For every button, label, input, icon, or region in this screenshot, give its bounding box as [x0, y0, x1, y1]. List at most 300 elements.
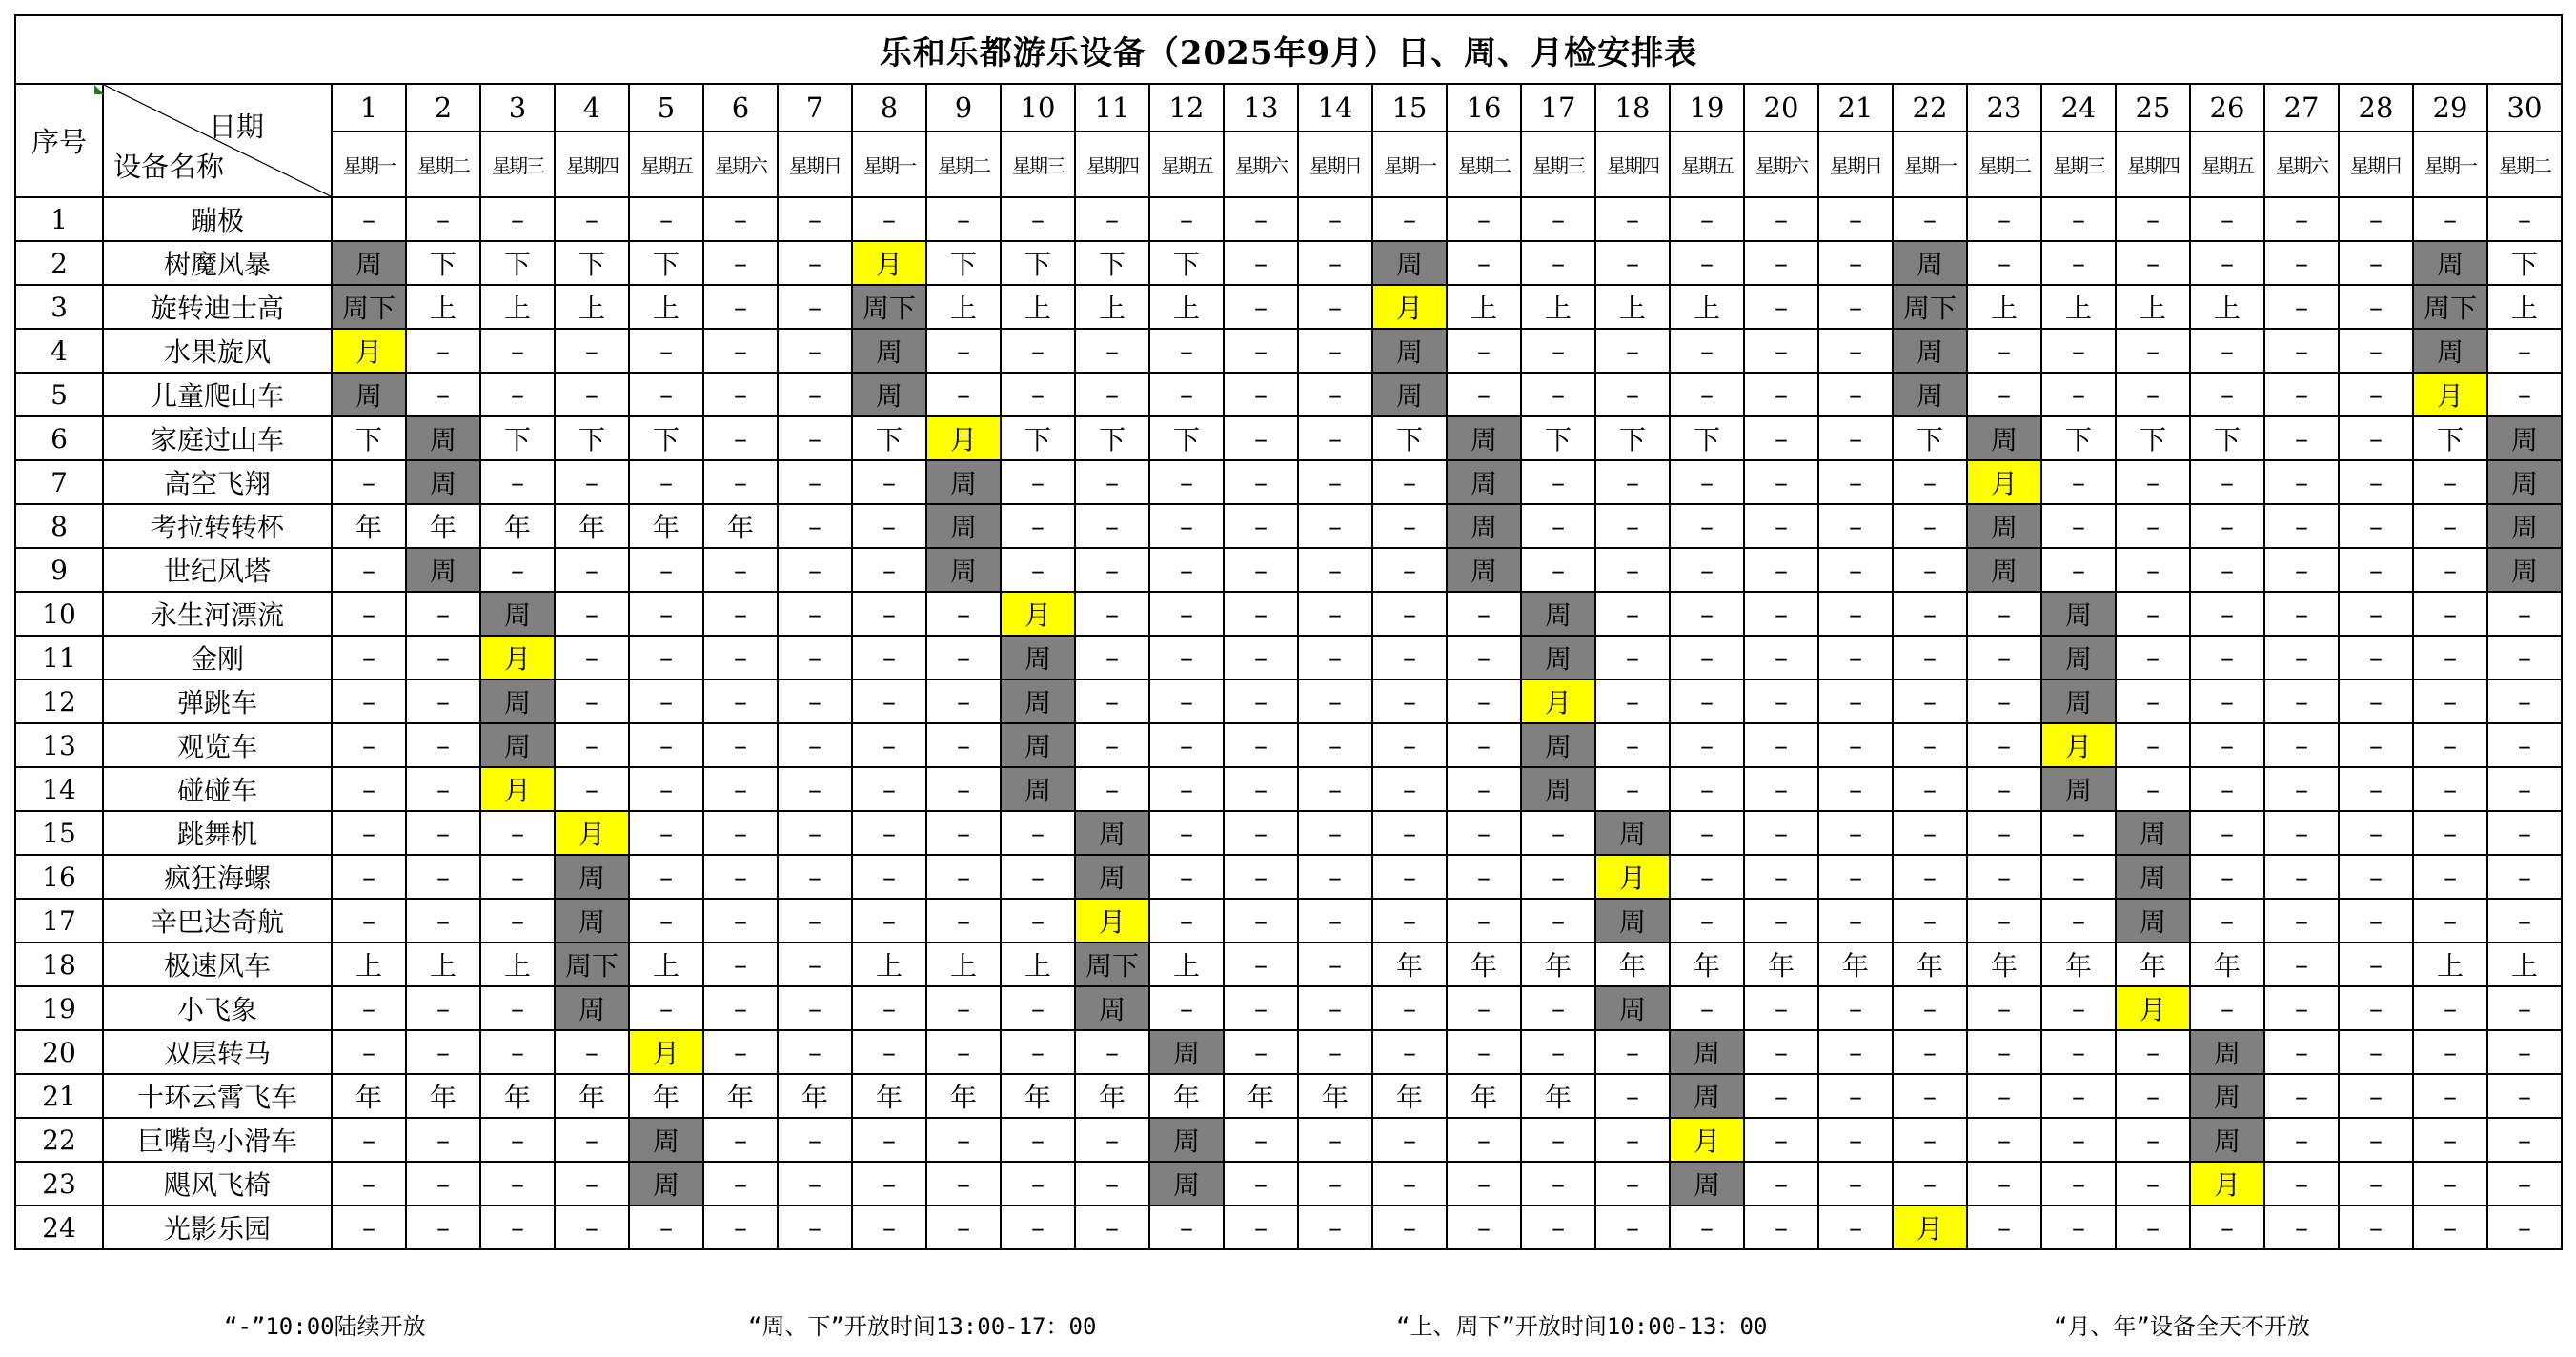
schedule-cell: –	[555, 1162, 629, 1205]
schedule-cell: –	[406, 1118, 480, 1162]
schedule-cell: –	[852, 986, 926, 1030]
schedule-cell: –	[1298, 329, 1372, 373]
schedule-cell: –	[1001, 1030, 1075, 1074]
schedule-cell: –	[852, 548, 926, 592]
schedule-cell: 周	[332, 373, 406, 416]
schedule-cell: –	[2413, 460, 2487, 504]
schedule-cell: –	[2190, 986, 2264, 1030]
inspection-schedule-table	[14, 14, 2563, 1250]
schedule-cell: –	[926, 636, 1001, 679]
schedule-cell: –	[1967, 1162, 2041, 1205]
schedule-cell: –	[1224, 1030, 1298, 1074]
schedule-cell: –	[1372, 723, 1447, 767]
schedule-cell: –	[406, 986, 480, 1030]
schedule-cell: –	[1372, 636, 1447, 679]
schedule-cell: –	[480, 1118, 555, 1162]
schedule-cell: –	[1447, 811, 1521, 855]
schedule-cell: –	[1893, 460, 1967, 504]
schedule-cell: –	[1595, 460, 1670, 504]
schedule-cell: –	[1224, 811, 1298, 855]
schedule-cell: –	[2487, 1205, 2562, 1249]
schedule-cell: –	[2190, 460, 2264, 504]
schedule-cell: –	[2413, 504, 2487, 548]
equipment-name: 跳舞机	[103, 811, 332, 855]
weekday-label: 星期日	[1298, 132, 1372, 197]
schedule-cell: 下	[629, 241, 703, 285]
schedule-cell: –	[1149, 460, 1224, 504]
schedule-cell: –	[1001, 855, 1075, 899]
equipment-name: 家庭过山车	[103, 416, 332, 460]
weekday-label: 星期日	[778, 132, 852, 197]
schedule-cell: –	[778, 986, 852, 1030]
schedule-cell: 周	[2116, 899, 2190, 942]
equipment-name: 光影乐园	[103, 1205, 332, 1249]
schedule-cell: –	[2041, 504, 2116, 548]
schedule-cell: –	[2264, 855, 2339, 899]
schedule-cell: –	[852, 1162, 926, 1205]
schedule-cell: –	[2116, 548, 2190, 592]
equipment-name: 水果旋风	[103, 329, 332, 373]
schedule-cell: –	[1372, 197, 1447, 241]
schedule-cell: 月	[1001, 592, 1075, 636]
schedule-cell: 周	[1149, 1162, 1224, 1205]
day-number: 21	[1818, 84, 1893, 132]
schedule-cell: –	[1670, 636, 1744, 679]
schedule-cell: 周	[555, 986, 629, 1030]
schedule-cell: –	[2413, 811, 2487, 855]
schedule-cell: 周	[629, 1162, 703, 1205]
schedule-cell: –	[1447, 679, 1521, 723]
schedule-cell: –	[1595, 679, 1670, 723]
schedule-cell: –	[2413, 197, 2487, 241]
schedule-cell: 月	[2041, 723, 2116, 767]
schedule-cell: –	[778, 592, 852, 636]
schedule-cell: –	[555, 197, 629, 241]
schedule-cell: 下	[2116, 416, 2190, 460]
schedule-cell: 周	[852, 329, 926, 373]
schedule-cell: –	[2041, 1074, 2116, 1118]
schedule-cell: –	[926, 723, 1001, 767]
schedule-cell: –	[1372, 592, 1447, 636]
schedule-cell: 周	[1001, 636, 1075, 679]
schedule-cell: –	[1893, 548, 1967, 592]
schedule-cell: 年	[1447, 942, 1521, 986]
schedule-cell: –	[852, 592, 926, 636]
schedule-cell: –	[480, 811, 555, 855]
day-number: 16	[1447, 84, 1521, 132]
schedule-cell: –	[406, 373, 480, 416]
day-number: 15	[1372, 84, 1447, 132]
day-number: 5	[629, 84, 703, 132]
schedule-cell: 上	[926, 942, 1001, 986]
schedule-cell: –	[926, 767, 1001, 811]
day-number: 10	[1001, 84, 1075, 132]
schedule-cell: 年	[555, 504, 629, 548]
schedule-cell: –	[2339, 504, 2413, 548]
schedule-cell: 周	[1075, 855, 1149, 899]
legend-notes	[14, 1303, 2562, 1341]
schedule-cell: –	[852, 197, 926, 241]
schedule-cell: –	[2413, 767, 2487, 811]
schedule-cell: –	[406, 679, 480, 723]
schedule-cell: 周	[332, 241, 406, 285]
schedule-cell: –	[1818, 723, 1893, 767]
schedule-cell: –	[1521, 197, 1595, 241]
schedule-cell: –	[1967, 723, 2041, 767]
schedule-cell: –	[1224, 241, 1298, 285]
schedule-cell: –	[629, 899, 703, 942]
schedule-cell: 上	[1967, 285, 2041, 329]
schedule-cell: –	[852, 811, 926, 855]
equipment-name: 飓风飞椅	[103, 1162, 332, 1205]
schedule-cell: –	[1224, 1118, 1298, 1162]
equipment-name: 十环云霄飞车	[103, 1074, 332, 1118]
weekday-label: 星期日	[2339, 132, 2413, 197]
table-row	[15, 679, 2562, 723]
schedule-cell: 周	[1149, 1118, 1224, 1162]
row-seq: 19	[15, 986, 103, 1030]
schedule-cell: 下	[2487, 241, 2562, 285]
schedule-cell: 周	[2487, 504, 2562, 548]
schedule-cell: –	[778, 679, 852, 723]
schedule-cell: –	[703, 329, 778, 373]
schedule-cell: 年	[1001, 1074, 1075, 1118]
schedule-cell: 周	[1447, 416, 1521, 460]
schedule-cell: –	[480, 855, 555, 899]
weekday-label: 星期六	[1224, 132, 1298, 197]
schedule-cell: –	[1298, 679, 1372, 723]
weekday-label: 星期二	[2487, 132, 2562, 197]
schedule-cell: –	[703, 285, 778, 329]
schedule-cell: –	[480, 460, 555, 504]
schedule-cell: –	[1298, 942, 1372, 986]
day-number: 30	[2487, 84, 2562, 132]
schedule-cell: –	[1818, 373, 1893, 416]
schedule-cell: –	[1670, 548, 1744, 592]
schedule-cell: –	[1967, 986, 2041, 1030]
schedule-cell: –	[1893, 197, 1967, 241]
schedule-cell: –	[852, 460, 926, 504]
schedule-cell: –	[2339, 1162, 2413, 1205]
schedule-cell: 周	[2190, 1030, 2264, 1074]
schedule-cell: –	[703, 811, 778, 855]
schedule-cell: –	[1075, 504, 1149, 548]
day-number: 3	[480, 84, 555, 132]
schedule-cell: –	[1224, 942, 1298, 986]
row-seq: 6	[15, 416, 103, 460]
schedule-cell: –	[1447, 1030, 1521, 1074]
schedule-cell: –	[1744, 899, 1818, 942]
schedule-cell: –	[1595, 329, 1670, 373]
schedule-cell: –	[1670, 986, 1744, 1030]
schedule-cell: –	[1818, 1205, 1893, 1249]
schedule-cell: –	[332, 723, 406, 767]
note-morning: “上、周下”开放时间10:00-13：00	[1396, 1313, 1768, 1340]
schedule-cell: 周	[852, 373, 926, 416]
schedule-cell: –	[1818, 416, 1893, 460]
schedule-cell: –	[2264, 679, 2339, 723]
schedule-cell: –	[703, 636, 778, 679]
schedule-cell: –	[1967, 855, 2041, 899]
schedule-cell: –	[926, 373, 1001, 416]
schedule-cell: –	[2339, 636, 2413, 679]
schedule-cell: –	[1595, 1118, 1670, 1162]
schedule-cell: –	[2339, 241, 2413, 285]
schedule-cell: –	[1298, 416, 1372, 460]
schedule-cell: 下	[2190, 416, 2264, 460]
row-seq: 18	[15, 942, 103, 986]
equipment-name: 世纪风塔	[103, 548, 332, 592]
schedule-cell: –	[2264, 723, 2339, 767]
schedule-cell: –	[1447, 986, 1521, 1030]
schedule-cell: 下	[1075, 416, 1149, 460]
schedule-cell: –	[1521, 1030, 1595, 1074]
schedule-cell: –	[1447, 373, 1521, 416]
schedule-cell: –	[852, 767, 926, 811]
table-row	[15, 416, 2562, 460]
table-title: 乐和乐都游乐设备（2025年9月）日、周、月检安排表	[15, 15, 2562, 84]
schedule-cell: –	[1818, 1162, 1893, 1205]
schedule-cell: –	[2190, 767, 2264, 811]
schedule-cell: –	[2487, 197, 2562, 241]
schedule-cell: –	[2190, 592, 2264, 636]
schedule-cell: –	[2413, 899, 2487, 942]
schedule-sheet	[14, 14, 2563, 1250]
schedule-cell: –	[1001, 373, 1075, 416]
schedule-cell: 年	[1818, 942, 1893, 986]
schedule-cell: –	[2264, 548, 2339, 592]
schedule-cell: 月	[555, 811, 629, 855]
schedule-cell: –	[1893, 855, 1967, 899]
schedule-cell: –	[480, 899, 555, 942]
schedule-cell: –	[2264, 899, 2339, 942]
schedule-cell: –	[332, 592, 406, 636]
schedule-cell: –	[1149, 636, 1224, 679]
table-row	[15, 592, 2562, 636]
schedule-cell: –	[1967, 592, 2041, 636]
schedule-cell: 年	[703, 504, 778, 548]
schedule-cell: –	[1001, 1162, 1075, 1205]
schedule-cell: 上	[2190, 285, 2264, 329]
schedule-cell: –	[703, 241, 778, 285]
row-seq: 8	[15, 504, 103, 548]
table-row	[15, 899, 2562, 942]
schedule-cell: –	[1670, 855, 1744, 899]
schedule-cell: –	[1224, 1205, 1298, 1249]
schedule-cell: –	[629, 986, 703, 1030]
schedule-cell: 年	[1372, 942, 1447, 986]
schedule-cell: –	[1298, 986, 1372, 1030]
schedule-cell: –	[2041, 1162, 2116, 1205]
schedule-cell: –	[2190, 636, 2264, 679]
header-name-label: 设备名称	[113, 151, 225, 183]
schedule-cell: –	[629, 197, 703, 241]
schedule-cell: –	[2116, 373, 2190, 416]
schedule-cell: –	[406, 899, 480, 942]
schedule-cell: –	[1075, 636, 1149, 679]
weekday-label: 星期一	[332, 132, 406, 197]
schedule-cell: 周	[629, 1118, 703, 1162]
schedule-cell: –	[1001, 197, 1075, 241]
schedule-cell: –	[703, 679, 778, 723]
schedule-cell: –	[778, 197, 852, 241]
schedule-cell: –	[1744, 285, 1818, 329]
schedule-cell: –	[2264, 285, 2339, 329]
schedule-cell: 年	[1447, 1074, 1521, 1118]
schedule-cell: –	[1149, 767, 1224, 811]
schedule-cell: –	[852, 723, 926, 767]
schedule-cell: –	[1149, 723, 1224, 767]
schedule-cell: 上	[2487, 942, 2562, 986]
row-seq: 9	[15, 548, 103, 592]
schedule-cell: –	[1670, 373, 1744, 416]
row-seq: 14	[15, 767, 103, 811]
schedule-cell: –	[2264, 241, 2339, 285]
schedule-cell: 下	[1001, 416, 1075, 460]
schedule-cell: –	[1893, 1162, 1967, 1205]
schedule-cell: –	[2264, 1030, 2339, 1074]
schedule-cell: 周	[1149, 1030, 1224, 1074]
schedule-cell: –	[1521, 986, 1595, 1030]
schedule-cell: –	[2041, 373, 2116, 416]
schedule-cell: –	[1744, 1074, 1818, 1118]
schedule-cell: –	[1001, 548, 1075, 592]
schedule-cell: –	[1818, 767, 1893, 811]
header-seq: 序号	[15, 84, 103, 197]
schedule-cell: 周	[2487, 548, 2562, 592]
weekday-label: 星期二	[1447, 132, 1521, 197]
schedule-cell: –	[2041, 241, 2116, 285]
schedule-cell: 周	[1001, 679, 1075, 723]
schedule-cell: –	[1521, 548, 1595, 592]
schedule-cell: –	[2487, 899, 2562, 942]
schedule-cell: –	[555, 548, 629, 592]
schedule-cell: –	[1298, 899, 1372, 942]
table-row	[15, 329, 2562, 373]
schedule-cell: –	[1744, 1162, 1818, 1205]
schedule-cell: –	[1075, 197, 1149, 241]
schedule-cell: 月	[926, 416, 1001, 460]
row-seq: 3	[15, 285, 103, 329]
table-row	[15, 373, 2562, 416]
schedule-cell: –	[2190, 1205, 2264, 1249]
schedule-cell: –	[778, 723, 852, 767]
schedule-cell: –	[1521, 1118, 1595, 1162]
schedule-cell: –	[2041, 460, 2116, 504]
schedule-cell: –	[2116, 460, 2190, 504]
equipment-name: 树魔风暴	[103, 241, 332, 285]
schedule-cell: –	[1298, 1030, 1372, 1074]
schedule-cell: –	[1075, 1205, 1149, 1249]
equipment-name: 疯狂海螺	[103, 855, 332, 899]
schedule-cell: –	[1744, 767, 1818, 811]
day-number: 18	[1595, 84, 1670, 132]
schedule-cell: 上	[480, 942, 555, 986]
schedule-cell: –	[852, 855, 926, 899]
weekday-label: 星期四	[1595, 132, 1670, 197]
schedule-cell: –	[555, 636, 629, 679]
schedule-cell: –	[2487, 767, 2562, 811]
schedule-cell: –	[2116, 1030, 2190, 1074]
schedule-cell: –	[1818, 329, 1893, 373]
day-number: 11	[1075, 84, 1149, 132]
schedule-cell: 周	[1075, 986, 1149, 1030]
schedule-cell: –	[2487, 636, 2562, 679]
schedule-cell: 周	[1521, 592, 1595, 636]
schedule-cell: –	[926, 1118, 1001, 1162]
schedule-cell: 月	[852, 241, 926, 285]
schedule-cell: –	[1595, 1074, 1670, 1118]
weekday-label: 星期四	[2116, 132, 2190, 197]
schedule-cell: 上	[1447, 285, 1521, 329]
schedule-cell: –	[1967, 329, 2041, 373]
schedule-cell: –	[1967, 1118, 2041, 1162]
schedule-cell: –	[1670, 899, 1744, 942]
schedule-cell: 周	[480, 592, 555, 636]
schedule-cell: –	[2041, 1118, 2116, 1162]
schedule-cell: –	[1521, 1162, 1595, 1205]
schedule-cell: 月	[480, 767, 555, 811]
schedule-cell: –	[2041, 1030, 2116, 1074]
day-number: 6	[703, 84, 778, 132]
schedule-cell: –	[2413, 1162, 2487, 1205]
schedule-cell: 月	[1521, 679, 1595, 723]
schedule-cell: –	[1893, 767, 1967, 811]
schedule-cell: –	[1670, 811, 1744, 855]
schedule-cell: –	[1149, 548, 1224, 592]
table-row	[15, 285, 2562, 329]
schedule-cell: 周	[1670, 1162, 1744, 1205]
schedule-cell: –	[1224, 986, 1298, 1030]
selection-marker	[94, 85, 104, 94]
schedule-cell: –	[480, 329, 555, 373]
schedule-cell: 下	[1149, 241, 1224, 285]
schedule-cell: –	[1298, 811, 1372, 855]
schedule-cell: –	[2116, 636, 2190, 679]
schedule-cell: –	[2339, 1030, 2413, 1074]
schedule-cell: 上	[1521, 285, 1595, 329]
schedule-cell: –	[1744, 636, 1818, 679]
schedule-cell: –	[1521, 241, 1595, 285]
schedule-cell: –	[1298, 197, 1372, 241]
schedule-cell: –	[703, 767, 778, 811]
schedule-cell: –	[1224, 285, 1298, 329]
schedule-cell: 月	[2413, 373, 2487, 416]
schedule-cell: –	[2487, 679, 2562, 723]
schedule-cell: –	[1893, 811, 1967, 855]
schedule-cell: –	[1818, 811, 1893, 855]
schedule-cell: –	[1298, 548, 1372, 592]
schedule-cell: 周	[1595, 986, 1670, 1030]
schedule-cell: 周	[1893, 373, 1967, 416]
schedule-cell: –	[2487, 855, 2562, 899]
schedule-cell: 月	[1893, 1205, 1967, 1249]
schedule-cell: –	[629, 636, 703, 679]
schedule-cell: –	[2116, 767, 2190, 811]
schedule-cell: 周	[1967, 504, 2041, 548]
schedule-cell: 年	[332, 504, 406, 548]
schedule-cell: 周	[2116, 811, 2190, 855]
schedule-cell: –	[2041, 986, 2116, 1030]
schedule-cell: –	[1893, 1118, 1967, 1162]
schedule-cell: –	[406, 811, 480, 855]
schedule-cell: 下	[2413, 416, 2487, 460]
schedule-cell: –	[2487, 811, 2562, 855]
schedule-cell: –	[1818, 285, 1893, 329]
schedule-cell: –	[1818, 460, 1893, 504]
schedule-cell: –	[1744, 373, 1818, 416]
schedule-cell: –	[1149, 592, 1224, 636]
